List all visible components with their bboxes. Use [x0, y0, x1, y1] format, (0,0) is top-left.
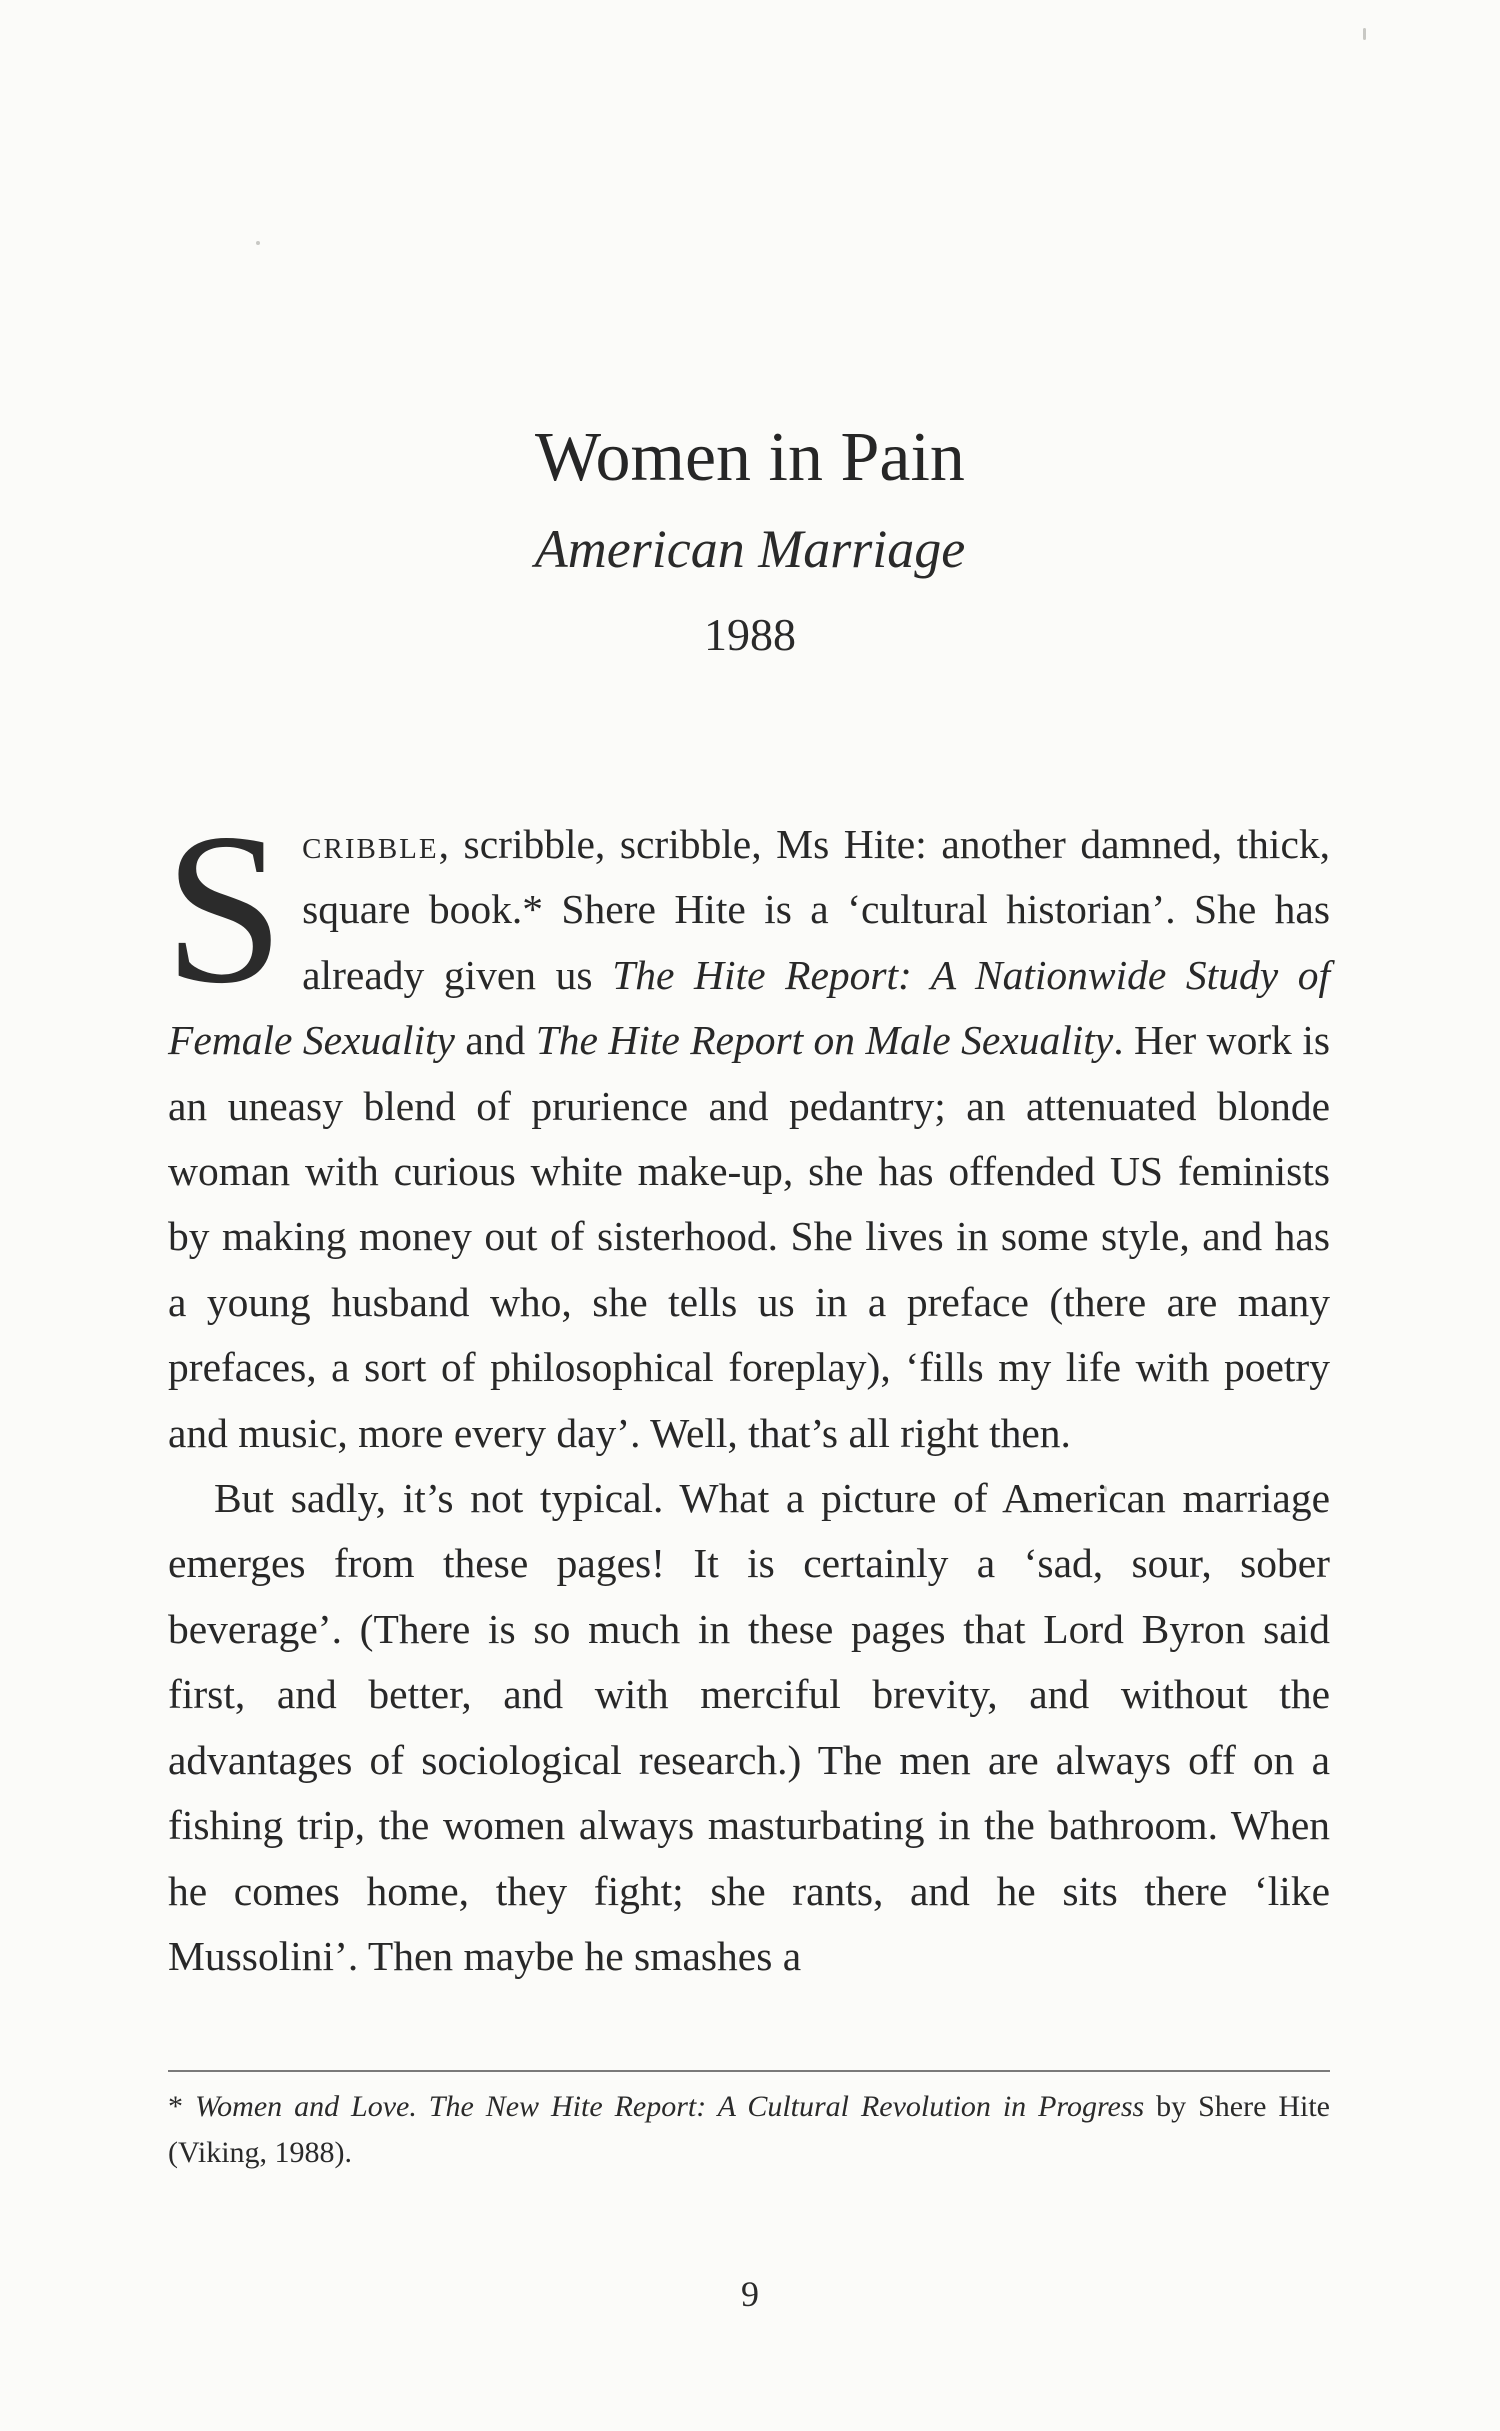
footnote-text: by Shere Hite (Viking, 1988).	[168, 2090, 1330, 2169]
book-title-2: The Hite Report on Male Sexuality	[535, 1017, 1114, 1064]
drop-cap: S	[164, 789, 285, 1028]
book-title-1: The Hite Report: A Nationwide Study of Female Sexuality	[168, 951, 1331, 1064]
paragraph-1-text-a: , scribble, scribble, Ms Hite: another damned, thick, square book.* Shere Hite is a ‘cultural historian’. She has already given us	[302, 821, 1330, 998]
opening-smallcaps: cribble	[302, 821, 439, 867]
page-number: 9	[741, 2274, 759, 2314]
paragraph-1	[164, 789, 1331, 1466]
footnote-rule	[168, 2070, 1330, 2072]
chapter-year: 1988	[704, 609, 796, 660]
paragraph-1-text-c: . Her work is an uneasy blend of prurience and pedantry; an attenuated blonde woman with curious white make-up, she has offended US feminists by making money out of sisterhood. She lives in some style, and has a young husband who, she tells us in a preface (there are many prefaces, a sort of philosophical foreplay), ‘fills my life with poetry and music, more every day’. Well, that’s all right then.	[168, 1017, 1330, 1456]
body-text	[164, 789, 1331, 1989]
footnote	[168, 2084, 1330, 2176]
chapter-title: Women in Pain	[535, 419, 965, 496]
paragraph-1-text-b: and	[454, 1017, 536, 1064]
footnote-book-title: Women and Love. The New Hite Report: A Cultural Revolution in Progress	[194, 2090, 1145, 2123]
paragraph-2: But sadly, it’s not typical. What a picture of American marriage emerges from these pages! It is certainly a ‘sad, sour, sober beverage’. (There is so much in these pages that Lord Byron said first, and better, and with merciful brevity, and without the advantages of sociological research.) The men are always off on a fishing trip, the women always masturbating in the bathroom. When he comes home, they fight; she rants, and he sits there ‘like Mussolini’. Then maybe he smashes a	[168, 1475, 1330, 1979]
footnote-marker: *	[168, 2090, 195, 2123]
chapter-subtitle: American Marriage	[534, 519, 966, 579]
scan-speck	[256, 241, 260, 245]
scan-speck	[1363, 28, 1366, 40]
